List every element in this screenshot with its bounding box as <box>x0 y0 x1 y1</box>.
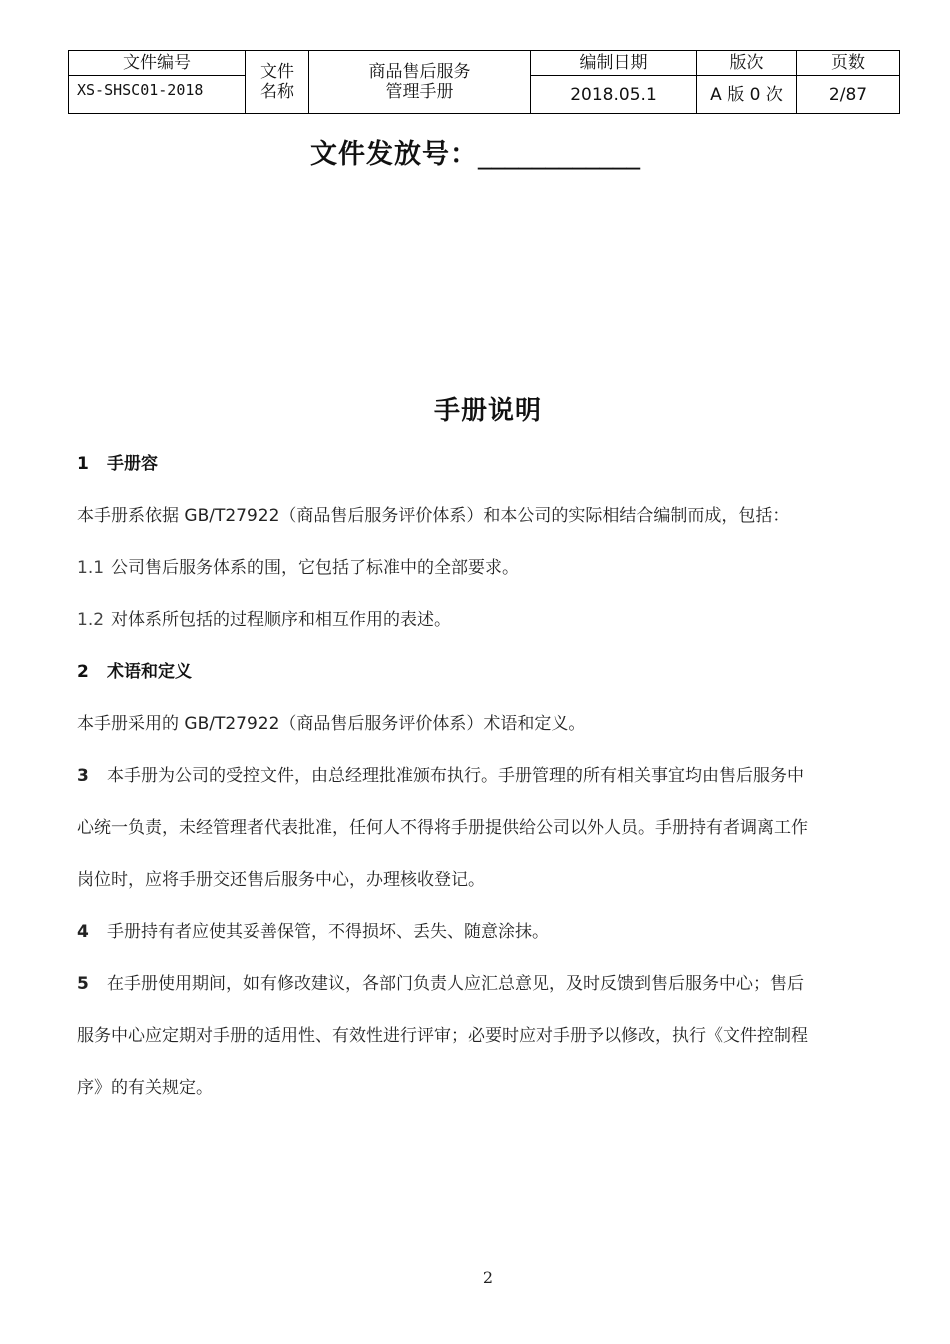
section-2-body: 本手册采用的 GB/T27922（商品售后服务评价体系）术语和定义。 <box>77 714 586 734</box>
section-1-1 <box>77 553 902 578</box>
doc-number-label: 文件编号 <box>69 51 246 76</box>
document-header-table <box>68 50 900 114</box>
section-3-line-1 <box>77 761 902 786</box>
issue-number-line <box>0 132 950 171</box>
pages-label: 页数 <box>797 51 900 76</box>
section-3-number: 3 <box>77 766 89 786</box>
section-1-1-number: 1.1 <box>77 558 105 578</box>
section-1-2-number: 1.2 <box>77 610 105 630</box>
section-2-heading-text: 术语和定义 <box>107 662 192 682</box>
section-2-number: 2 <box>77 662 89 682</box>
section-1-2-text: 对体系所包括的过程顺序和相互作用的表述。 <box>111 610 451 630</box>
version-value: A 版 0 次 <box>697 76 797 114</box>
issue-number-label: 文件发放号： <box>310 139 478 170</box>
section-4 <box>77 917 902 942</box>
section-5-number: 5 <box>77 974 89 994</box>
section-3-line-2: 心统一负责，未经管理者代表批准，任何人不得将手册提供给公司以外人员。手册持有者调离工作 <box>77 818 808 838</box>
section-1-2 <box>77 605 902 630</box>
section-3-line-3: 岗位时，应将手册交还售后服务中心，办理核收登记。 <box>77 870 485 890</box>
doc-name-label <box>246 51 309 114</box>
section-2-heading <box>77 657 902 682</box>
page-title: 手册说明 <box>433 396 542 426</box>
section-5-line-1-text: 在手册使用期间，如有修改建议，各部门负责人应汇总意见，及时反馈到售后服务中心；售后 <box>107 974 804 994</box>
section-3-line-1-text: 本手册为公司的受控文件，由总经理批准颁布执行。手册管理的所有相关事宜均由售后服务中 <box>107 766 804 786</box>
doc-name-value <box>309 51 531 114</box>
doc-name-label-line2: 名称 <box>260 82 294 102</box>
section-1-heading-text: 手册容 <box>107 454 158 474</box>
doc-name-value-line2: 管理手册 <box>385 82 454 102</box>
section-5-line-2: 服务中心应定期对手册的适用性、有效性进行评审；必要时应对手册予以修改，执行《文件控制程 <box>77 1026 808 1046</box>
doc-name-value-line1: 商品售后服务 <box>368 62 471 82</box>
pages-value: 2/87 <box>797 76 900 114</box>
date-value: 2018.05.1 <box>531 76 697 114</box>
section-1-1-text: 公司售后服务体系的围，它包括了标准中的全部要求。 <box>111 558 519 578</box>
section-1-body: 本手册系依据 GB/T27922（商品售后服务评价体系）和本公司的实际相结合编制而成，包括： <box>77 506 790 526</box>
section-5-line-3: 序》的有关规定。 <box>77 1078 213 1098</box>
section-1-heading <box>77 449 902 474</box>
section-4-text: 手册持有者应使其妥善保管，不得损坏、丢失、随意涂抹。 <box>107 922 549 942</box>
issue-number-blank: ____________ <box>478 139 640 170</box>
version-label: 版次 <box>697 51 797 76</box>
section-5-line-1 <box>77 969 902 994</box>
doc-number-value: XS-SHSC01-2018 <box>69 76 246 114</box>
section-4-number: 4 <box>77 922 89 942</box>
doc-name-label-line1: 文件 <box>260 62 294 82</box>
page-number: 2 <box>482 1268 494 1287</box>
section-1-number: 1 <box>77 454 89 474</box>
date-label: 编制日期 <box>531 51 697 76</box>
